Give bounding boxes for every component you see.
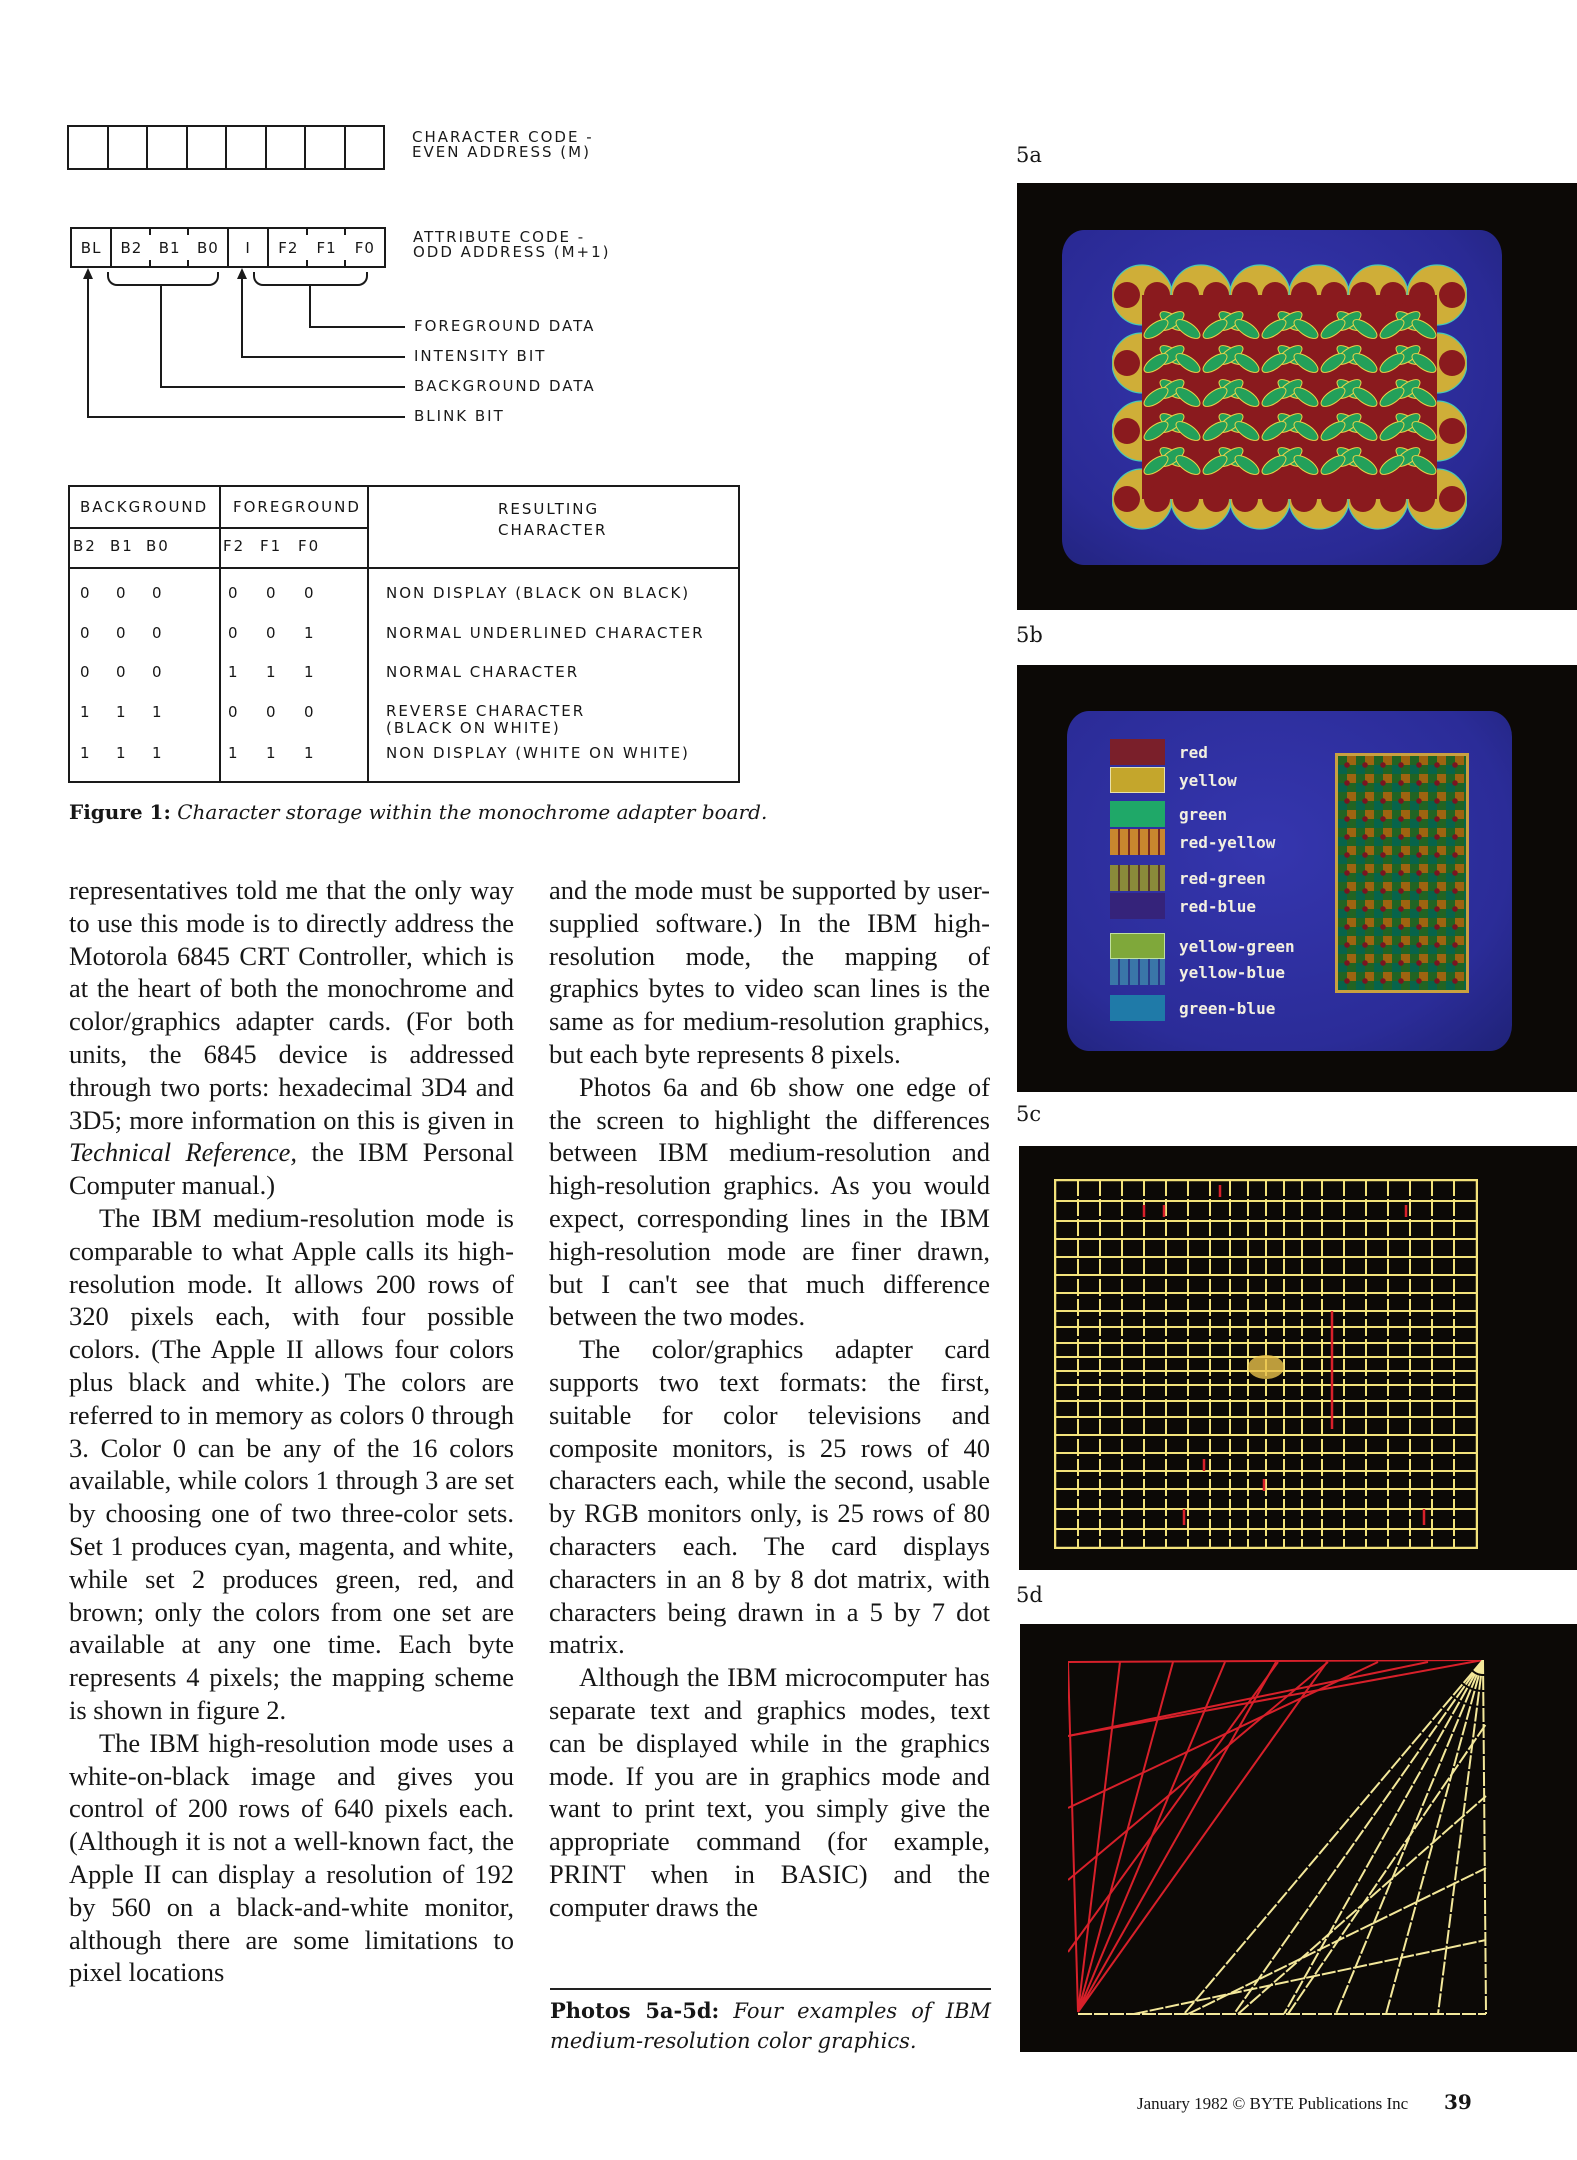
result-text: NON DISPLAY (WHITE ON WHITE) xyxy=(386,744,690,762)
swatch-yellow xyxy=(1110,767,1165,793)
swatch-green xyxy=(1110,801,1165,827)
bit-value: 1 xyxy=(116,703,128,721)
bit-value: 1 xyxy=(228,663,240,681)
bit-value: 0 xyxy=(228,584,240,602)
bit-cell xyxy=(69,127,109,168)
text-run: The IBM high-resolution mode uses a white-on-black image and gives you control of 200 rows of 640 pixels each. (Although it is not a well-known fact, the Apple II can display a resolution of 192 by 560 on a black-and-white monitor, although there are some limitations to pixel locations xyxy=(69,1727,514,1988)
bit-value: 0 xyxy=(266,584,278,602)
bit-cell xyxy=(109,127,149,168)
character-code-label xyxy=(412,130,594,160)
bit-cell xyxy=(267,127,307,168)
bit-value: 0 xyxy=(116,584,128,602)
bit-value: 1 xyxy=(80,744,92,762)
bit-header: F1 xyxy=(260,537,283,555)
legend-label: yellow-green xyxy=(1179,936,1295,956)
result-text: NORMAL UNDERLINED CHARACTER xyxy=(386,624,705,642)
bit-cell xyxy=(227,127,267,168)
bit-value: 1 xyxy=(80,703,92,721)
foreground-data-label: FOREGROUND DATA xyxy=(414,317,596,335)
blink-bit-label: BLINK BIT xyxy=(414,407,505,425)
intensity-leader xyxy=(241,278,243,357)
photo-5a-label: 5a xyxy=(1016,143,1042,167)
paragraph xyxy=(69,874,514,1202)
bit-value: 1 xyxy=(304,624,316,642)
legend-item xyxy=(1110,829,1275,855)
intensity-bit-label: INTENSITY BIT xyxy=(414,347,547,365)
paragraph xyxy=(549,1071,990,1333)
footer-credit: January 1982 © BYTE Publications Inc xyxy=(1137,2094,1409,2113)
bit-value: 0 xyxy=(228,703,240,721)
label-line: ATTRIBUTE CODE - xyxy=(413,228,586,246)
label-line: EVEN ADDRESS (M) xyxy=(412,143,591,161)
background-brace xyxy=(107,272,219,286)
bit-f2: F2 xyxy=(269,229,307,266)
legend-item xyxy=(1110,959,1285,985)
bit-f1: F1 xyxy=(308,229,346,266)
bit-b2: B2 xyxy=(112,229,150,266)
paragraph xyxy=(549,874,990,1071)
result-text: NORMAL CHARACTER xyxy=(386,663,580,681)
paragraph xyxy=(69,1727,514,1989)
label-line: ODD ADDRESS (M+1) xyxy=(413,243,611,261)
bit-header: B0 xyxy=(146,537,170,555)
bit-value: 1 xyxy=(266,744,278,762)
photo-5b xyxy=(1017,665,1577,1092)
rug-pattern-graphic xyxy=(1335,753,1469,993)
bit-header: F2 xyxy=(223,537,246,555)
bit-value: 0 xyxy=(152,624,164,642)
bit-cell xyxy=(306,127,346,168)
legend-label: green-blue xyxy=(1179,998,1276,1018)
legend-item xyxy=(1110,865,1266,891)
bit-b0: B0 xyxy=(189,229,229,266)
legend-item xyxy=(1110,739,1208,765)
article-column-1 xyxy=(69,874,514,1989)
bit-value: 0 xyxy=(266,703,278,721)
truth-table-row-0 xyxy=(68,485,740,783)
caption-label: Figure 1: xyxy=(69,800,171,824)
foreground-header: FOREGROUND xyxy=(233,498,361,516)
background-leader xyxy=(160,386,405,388)
text-run: Photos 6a and 6b show one edge of the screen to highlight the differences between IBM medium-resolution and high-resolution graphics. As you would expect, corresponding lines in the IBM high-resolution mode are finer drawn, but I can't see that much difference between the two modes. xyxy=(549,1071,990,1332)
page-number: 39 xyxy=(1444,2090,1472,2114)
text-run: Although the IBM microcomputer has separate text and graphics modes, text can be displayed while in the graphics mode. If you are in graphics mode and want to print text, you simply give the appropriate command (for example, PRINT when in BASIC) and the computer draws the xyxy=(549,1662,990,1922)
bit-value: 0 xyxy=(228,624,240,642)
photos-caption xyxy=(550,1996,991,2056)
bit-value: 0 xyxy=(80,663,92,681)
text-run: the IBM Personal Computer manual.) xyxy=(69,1137,514,1201)
swatch-yellow-green xyxy=(1110,933,1165,959)
bit-value: 0 xyxy=(152,584,164,602)
caption-rule xyxy=(550,1988,991,1990)
bit-value: 1 xyxy=(152,744,164,762)
character-code-byte xyxy=(67,125,385,170)
swatch-red-green xyxy=(1110,865,1165,891)
paragraph xyxy=(69,1202,514,1727)
attribute-code-byte xyxy=(70,227,386,268)
legend-label: red-green xyxy=(1179,868,1266,888)
bit-value: 0 xyxy=(304,703,316,721)
header-line: RESULTING xyxy=(498,500,600,518)
bit-value: 1 xyxy=(304,744,316,762)
result-line: (BLACK ON WHITE) xyxy=(386,719,561,737)
bit-f0: F0 xyxy=(354,238,375,257)
paragraph xyxy=(549,1333,990,1661)
background-data-label: BACKGROUND DATA xyxy=(414,377,596,395)
photo-5a xyxy=(1017,183,1577,610)
bit-value: 1 xyxy=(266,663,278,681)
foreground-leader xyxy=(309,284,311,327)
legend-label: yellow-blue xyxy=(1179,962,1285,982)
bit-header: B2 xyxy=(73,537,97,555)
figure-1-caption xyxy=(69,800,767,824)
header-line: CHARACTER xyxy=(498,521,608,539)
bit-cell xyxy=(188,127,228,168)
bit-value: 1 xyxy=(304,663,316,681)
result-line: REVERSE CHARACTER xyxy=(386,702,586,720)
caption-text: Character storage within the monochrome adapter board. xyxy=(177,800,768,824)
legend-label: red-blue xyxy=(1179,896,1257,916)
swatch-red-yellow xyxy=(1110,829,1165,855)
flower-pattern-graphic xyxy=(1112,261,1467,534)
legend-label: green xyxy=(1179,804,1228,824)
text-run: The color/graphics adapter card supports two text formats: the first, suitable for color televisions and composite monitors, is 25 rows of 40 characters each, while the second, usable by RGB monitors only, is 25 rows of 80 characters each. The card displays characters in an 8 by 8 dot matrix, with characters being drawn in a 5 by 7 dot matrix. xyxy=(549,1334,990,1660)
string-art-curves-graphic xyxy=(1068,1660,1488,2022)
foreground-leader xyxy=(309,326,405,328)
article-column-2 xyxy=(549,874,990,1924)
bit-value: 0 xyxy=(116,663,128,681)
text-run: representatives told me that the only way to use this mode is to directly address the Motorola 6845 CRT Controller, which is at the heart of both the monochrome and color/graphics adapter cards. (For both units, the 6845 device is addressed through two ports: hexadecimal 3D4 and 3D5; more information on this is given in xyxy=(69,875,514,1135)
result-text: NON DISPLAY (BLACK ON BLACK) xyxy=(386,584,691,602)
legend-item xyxy=(1110,801,1227,827)
book-title: Technical Reference, xyxy=(69,1137,298,1168)
legend-item xyxy=(1110,933,1295,959)
photo-5d xyxy=(1020,1624,1577,2052)
color-legend xyxy=(1110,739,1360,1059)
bit-header: F0 xyxy=(298,537,321,555)
caption-label: Photos 5a-5d: xyxy=(550,1998,720,2023)
swatch-red-blue xyxy=(1110,893,1165,919)
legend-label: yellow xyxy=(1179,770,1237,790)
bit-value: 0 xyxy=(80,624,92,642)
text-run: and the mode must be supported by user-supplied software.) In the IBM high-resolution mode, the mapping of graphics bytes to video scan lines is the same as for medium-resolution graphics, but each byte represents 8 pixels. xyxy=(549,875,990,1069)
bit-bl: BL xyxy=(72,229,112,266)
bit-value: 0 xyxy=(152,663,164,681)
bit-value: 1 xyxy=(228,744,240,762)
bit-value: 1 xyxy=(116,744,128,762)
paragraph xyxy=(549,1661,990,1923)
label-line: CHARACTER CODE - xyxy=(412,128,594,146)
bit-i: I xyxy=(229,229,269,266)
bit-value: 0 xyxy=(266,624,278,642)
swatch-green-blue xyxy=(1110,995,1165,1021)
legend-item xyxy=(1110,995,1275,1021)
text-run: The IBM medium-resolution mode is comparable to what Apple calls its high-resolution mode. It allows 200 rows of 320 pixels each, with four possible colors. (The Apple II allows four colors plus black and white.) The colors are referred to in memory as colors 0 through 3. Color 0 can be any of the 16 colors available, while colors 1 through 3 are set by choosing one of two three-color sets. Set 1 produces cyan, magenta, and white, while set 2 produces green, red, and brown; only the colors from one set are available at any one time. Each byte represents 4 pixels; the mapping scheme is shown in figure 2. xyxy=(69,1202,514,1725)
legend-label: red-yellow xyxy=(1179,832,1276,852)
photo-5d-label: 5d xyxy=(1016,1583,1043,1607)
bit-value: 0 xyxy=(116,624,128,642)
intensity-leader xyxy=(241,356,405,358)
bit-header: B1 xyxy=(110,537,134,555)
legend-item xyxy=(1110,893,1256,919)
caption-text: Four examples of IBM medium-resolution color graphics. xyxy=(550,1999,992,2053)
legend-label: red xyxy=(1179,742,1208,762)
bit-b1: B1 xyxy=(151,229,189,266)
photo-5b-label: 5b xyxy=(1016,623,1043,647)
photo-5c xyxy=(1019,1146,1577,1570)
swatch-yellow-blue xyxy=(1110,959,1165,985)
background-leader xyxy=(160,284,162,388)
bit-cell xyxy=(148,127,188,168)
legend-item xyxy=(1110,767,1237,793)
perspective-grid-graphic xyxy=(1054,1179,1478,1549)
swatch-red xyxy=(1110,739,1165,765)
blink-leader xyxy=(87,416,405,418)
photo-5c-label: 5c xyxy=(1016,1102,1042,1126)
blink-leader xyxy=(87,278,89,417)
bit-value: 1 xyxy=(152,703,164,721)
background-header: BACKGROUND xyxy=(80,498,209,516)
bit-value: 0 xyxy=(80,584,92,602)
attribute-code-label xyxy=(413,230,611,260)
bit-cell xyxy=(346,127,384,168)
bit-value: 0 xyxy=(304,584,316,602)
